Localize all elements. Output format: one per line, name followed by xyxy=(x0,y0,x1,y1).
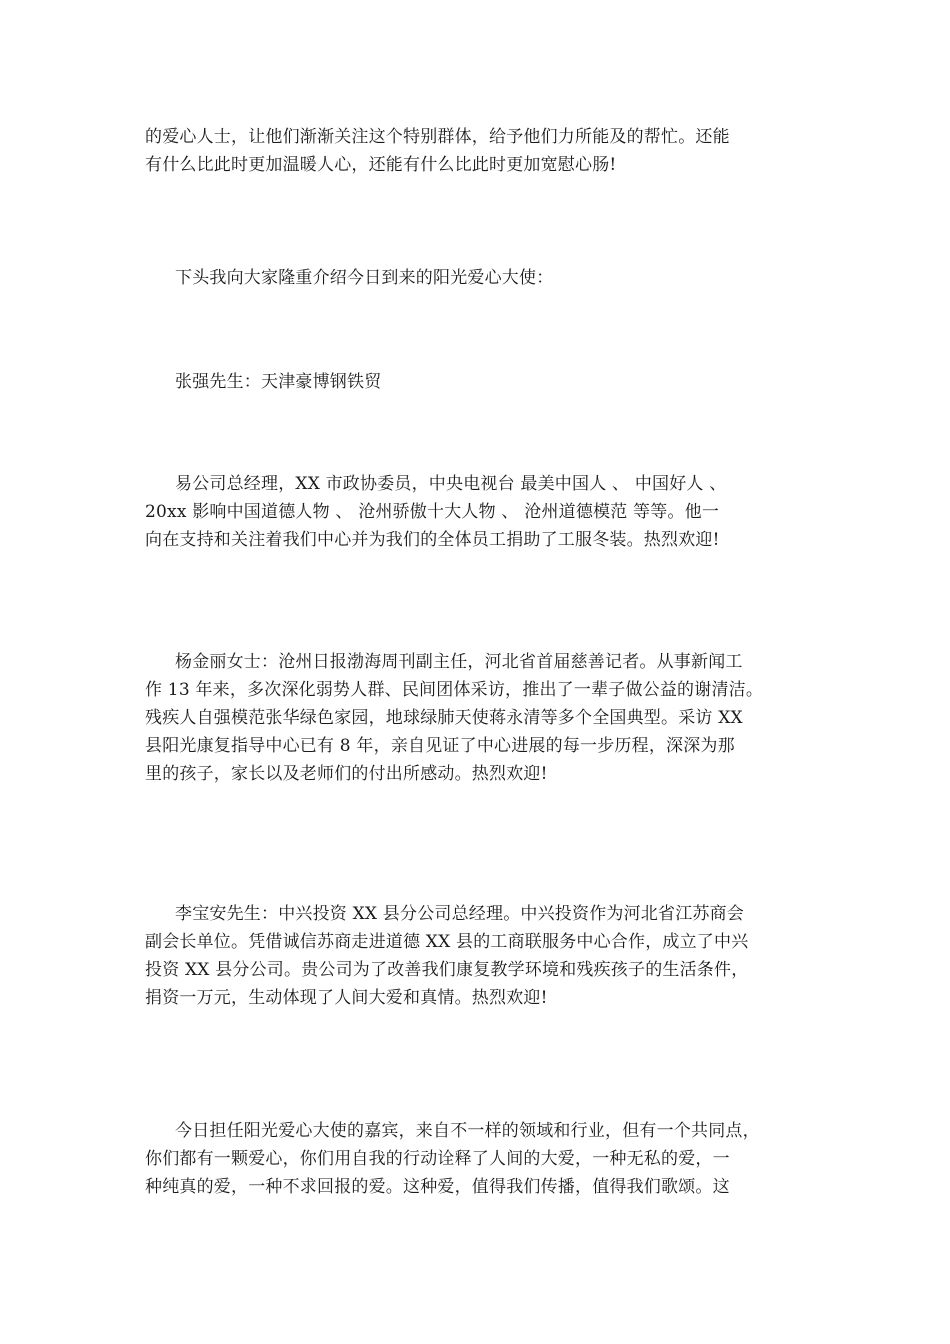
text-line: 副会长单位。凭借诚信苏商走进道德 XX 县的工商联服务中心合作，成立了中兴 xyxy=(145,932,749,952)
text-line: 投资 XX 县分公司。贵公司为了改善我们康复教学环境和残疾孩子的生活条件， xyxy=(145,960,749,980)
text-line: 向在支持和关注着我们中心并为我们的全体员工捐助了工服冬装。热烈欢迎! xyxy=(145,530,720,550)
text-line: 县阳光康复指导中心已有 8 年，亲自见证了中心进展的每一步历程，深深为那 xyxy=(145,736,735,756)
text-line: 的爱心人士，让他们渐渐关注这个特别群体，给予他们力所能及的帮忙。还能 xyxy=(145,127,730,147)
text-line: 杨金丽女士：沧州日报渤海周刊副主任，河北省首届慈善记者。从事新闻工 xyxy=(175,652,743,672)
text-line: 捐资一万元，生动体现了人间大爱和真情。热烈欢迎! xyxy=(145,988,548,1008)
paragraph-zhang-qiang-title xyxy=(145,368,825,396)
text-line: 有什么比此时更加温暖人心，还能有什么比此时更加宽慰心肠! xyxy=(145,155,617,175)
paragraph-introduction xyxy=(145,264,825,292)
text-line: 里的孩子，家长以及老师们的付出所感动。热烈欢迎! xyxy=(145,764,548,784)
text-line: 下头我向大家隆重介绍今日到来的阳光爱心大使： xyxy=(175,268,554,288)
text-line: 种纯真的爱，一种不求回报的爱。这种爱，值得我们传播，值得我们歌颂。这 xyxy=(145,1177,730,1197)
paragraph-closing xyxy=(145,1117,825,1201)
paragraph-zhang-qiang xyxy=(145,470,825,554)
paragraph-intro-end xyxy=(145,123,825,179)
text-line: 残疾人自强模范张华绿色家园，地球绿肺天使蒋永清等多个全国典型。采访 XX xyxy=(145,708,743,728)
paragraph-li-baoan xyxy=(145,900,825,1012)
text-line: 张强先生：天津豪博钢铁贸 xyxy=(175,372,382,392)
text-line: 20xx 影响中国道德人物 、 沧州骄傲十大人物 、 沧州道德模范 等等。他一 xyxy=(145,502,720,522)
paragraph-yang-jinli xyxy=(145,648,825,788)
text-line: 作 13 年来，多次深化弱势人群、民间团体采访，推出了一辈子做公益的谢清洁。 xyxy=(145,680,764,700)
text-line: 你们都有一颗爱心，你们用自我的行动诠释了人间的大爱，一种无私的爱，一 xyxy=(145,1149,730,1169)
text-line: 李宝安先生：中兴投资 XX 县分公司总经理。中兴投资作为河北省江苏商会 xyxy=(175,904,745,924)
text-line: 易公司总经理，XX 市政协委员，中央电视台 最美中国人 、 中国好人 、 xyxy=(175,474,727,494)
text-line: 今日担任阳光爱心大使的嘉宾，来自不一样的领域和行业，但有一个共同点， xyxy=(175,1121,760,1141)
